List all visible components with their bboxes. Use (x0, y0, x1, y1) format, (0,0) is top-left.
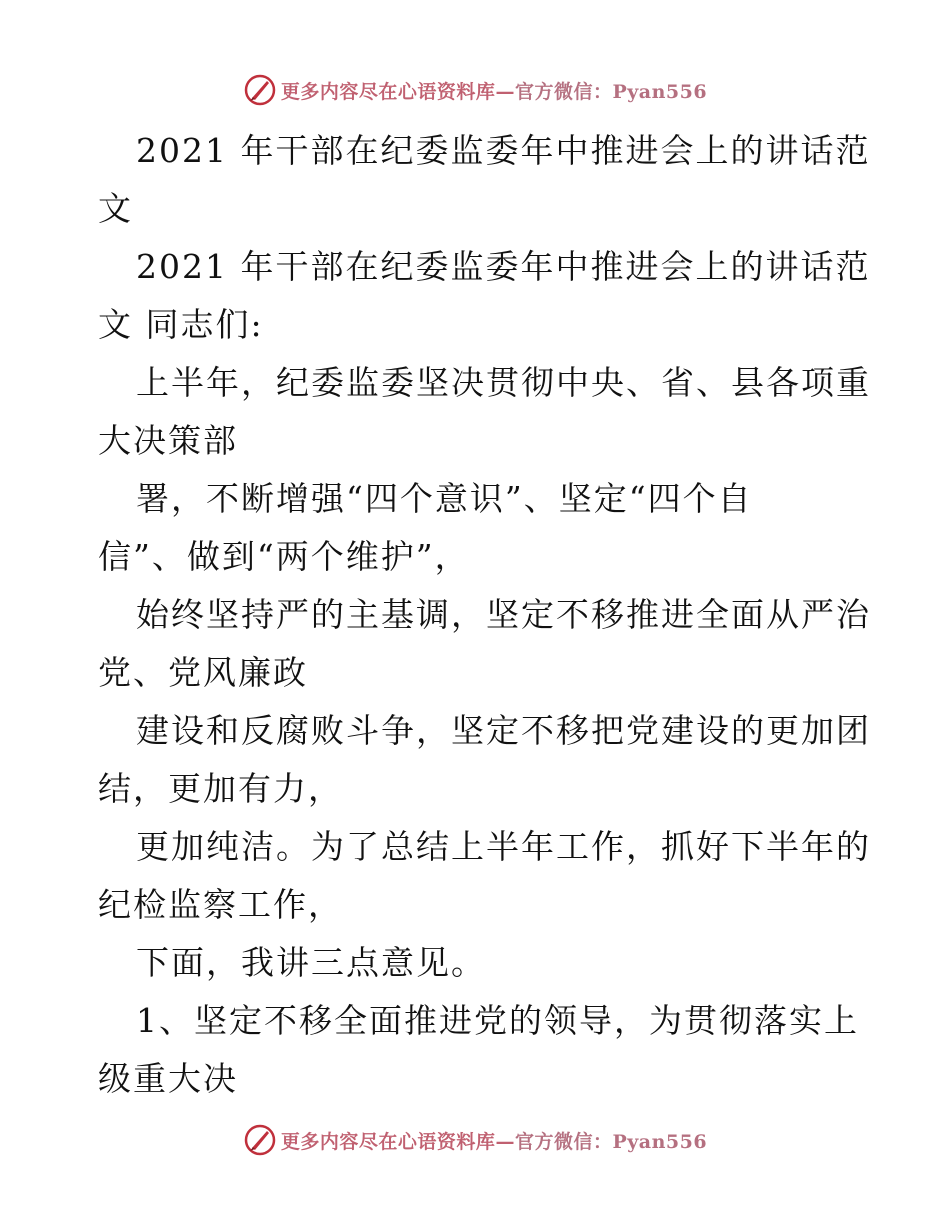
text-line: 署，不断增强“四个意识”、坚定“四个自 (136, 479, 753, 518)
text-line: 1、坚定不移全面推进党的领导，为贯彻落实上 (136, 1001, 859, 1040)
text-line: 2021 年干部在纪委监委年中推进会上的讲话范 (136, 131, 871, 170)
banner-text: 更多内容尽在心语资料库—官方微信：Pyan556 (280, 80, 708, 103)
header-banner (0, 70, 950, 110)
text-line: 上半年，纪委监委坚决贯彻中央、省、县各项重 (136, 363, 871, 402)
text-line: 级重大决 (98, 1059, 238, 1098)
text-line: 信”、做到“两个维护”， (98, 537, 470, 576)
text-line: 结，更加有力， (98, 769, 343, 808)
text-line: 文 (98, 189, 133, 228)
text-line: 下面，我讲三点意见。 (136, 943, 486, 982)
quill-pen-logo-icon (243, 73, 277, 107)
text-line: 纪检监察工作， (98, 885, 343, 924)
text-line: 文 同志们: (98, 305, 264, 344)
text-line: 2021 年干部在纪委监委年中推进会上的讲话范 (136, 247, 871, 286)
text-line: 更加纯洁。为了总结上半年工作，抓好下半年的 (136, 827, 871, 866)
banner-text: 更多内容尽在心语资料库—官方微信：Pyan556 (280, 1130, 708, 1153)
text-line: 党、党风廉政 (98, 653, 308, 692)
text-line: 建设和反腐败斗争，坚定不移把党建设的更加团 (136, 711, 871, 750)
footer-banner (0, 1120, 950, 1160)
quill-pen-logo-icon (243, 1123, 277, 1157)
document-body (98, 122, 871, 1108)
text-line: 大决策部 (98, 421, 238, 460)
text-line: 始终坚持严的主基调，坚定不移推进全面从严治 (136, 595, 871, 634)
